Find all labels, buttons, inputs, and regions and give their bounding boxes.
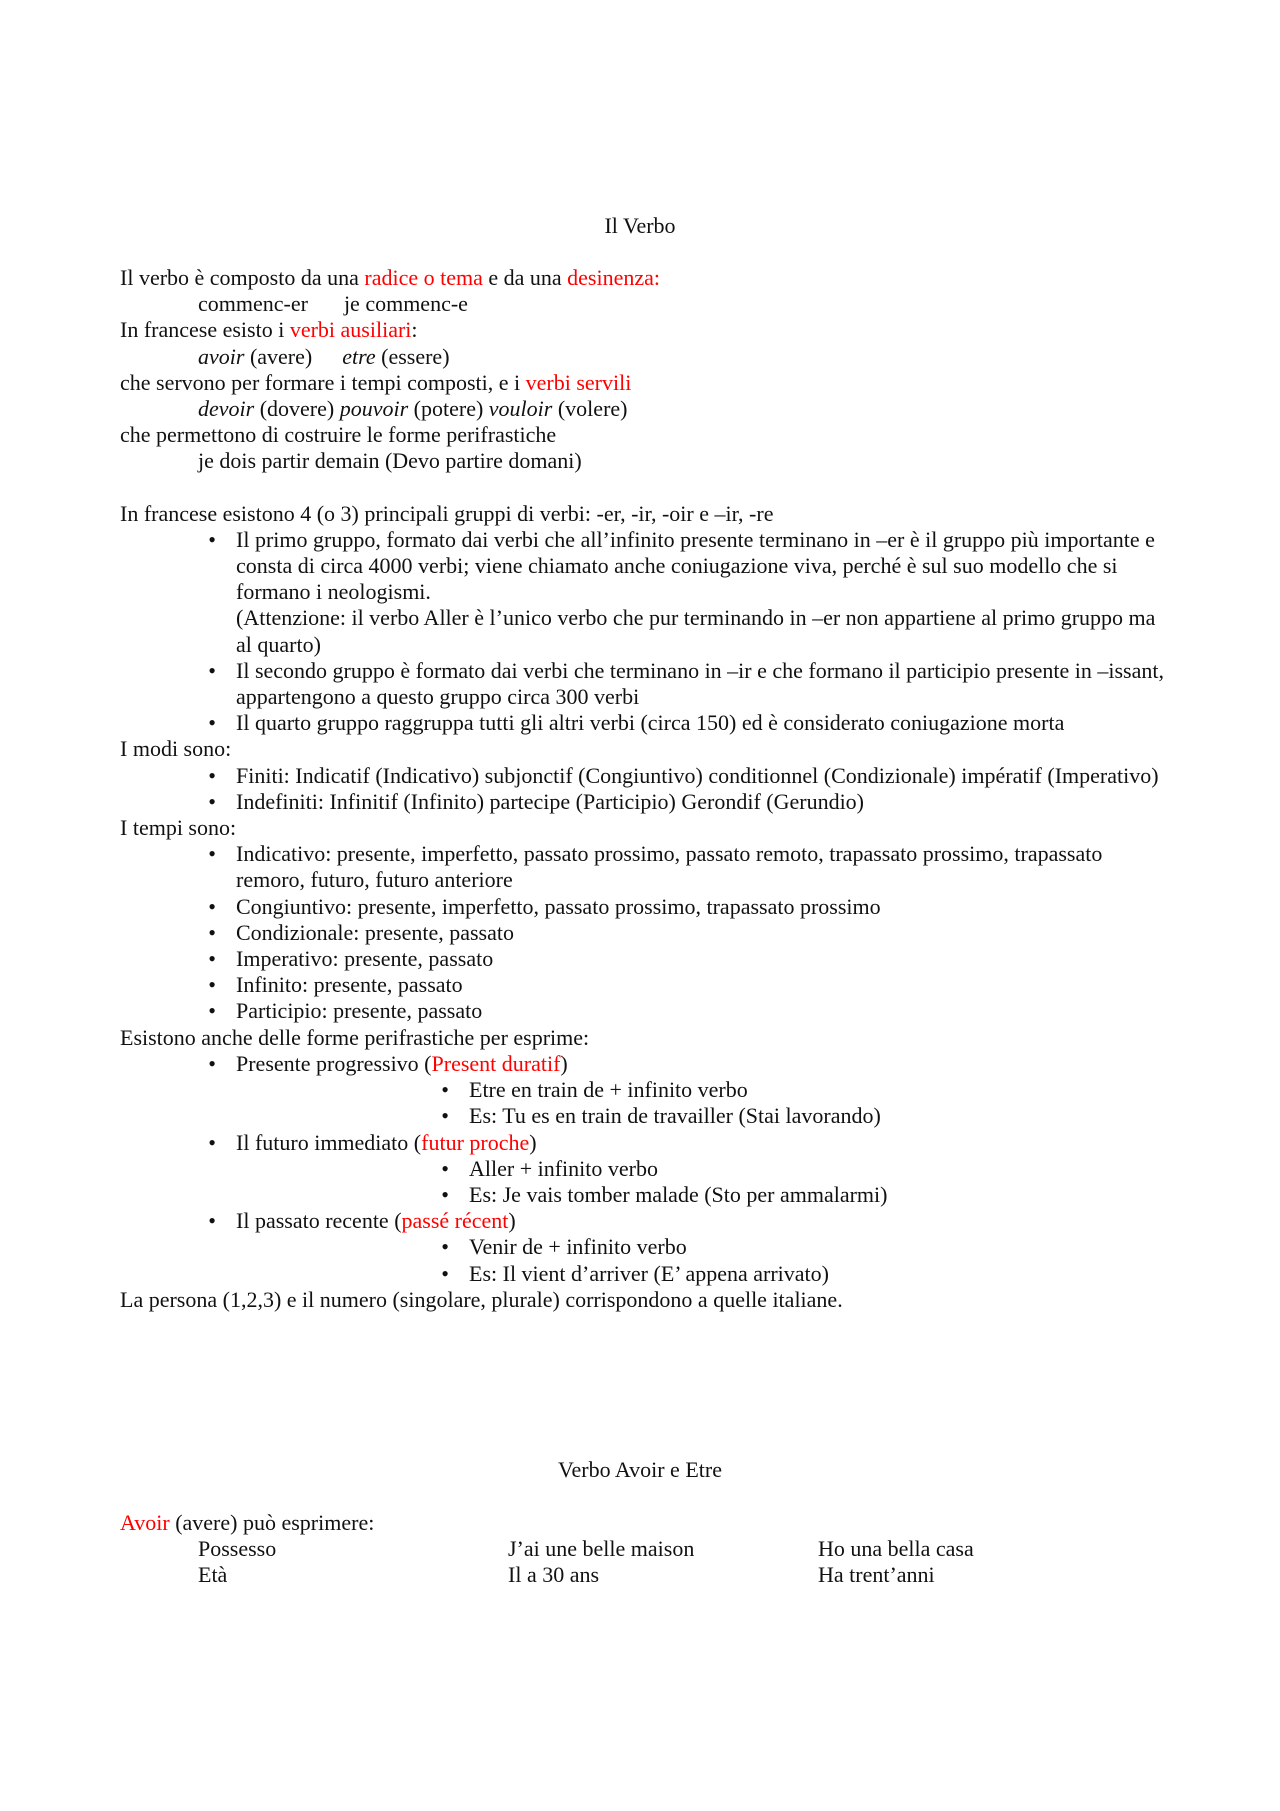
highlight-radice: radice o tema <box>364 265 483 290</box>
list-item: • Il passato recente (passé récent) <box>208 1208 516 1234</box>
list-item: • Il quarto gruppo raggruppa tutti gli altri verbi (circa 150) ed è considerato coniugazione morta <box>208 710 1065 736</box>
section-title: Verbo Avoir e Etre <box>558 1457 722 1482</box>
sub-list-item: • Es: Je vais tomber malade (Sto per ammalarmi) <box>441 1181 888 1207</box>
list-item: • Imperativo: presente, passato <box>208 946 494 972</box>
persona-line: La persona (1,2,3) e il numero (singolare, plurale) corrispondono a quelle italiane. <box>120 1286 843 1312</box>
highlight-futur-proche: futur proche <box>421 1129 530 1155</box>
list-item: • Finiti: Indicatif (Indicativo) subjonctif (Congiuntivo) conditionnel (Condizionale) impératif (Imperativo) <box>208 762 1159 788</box>
groups-intro: In francese esistono 4 (o 3) principali gruppi di verbi: -er, -ir, -oir e –ir, -re <box>120 500 774 526</box>
main-content <box>120 265 1170 1313</box>
list-item: • Indefiniti: Infinitif (Infinito) partecipe (Participio) Gerondif (Gerundio) <box>208 788 865 814</box>
highlight-present-duratif: Present duratif <box>431 1050 561 1076</box>
list-item: • Condizionale: presente, passato <box>208 919 514 945</box>
sub-list-item: • Es: Il vient d’arriver (E’ appena arrivato) <box>441 1260 829 1286</box>
intro-line-1: Il verbo è composto da una radice o tema e da una desinenza: <box>120 265 661 290</box>
highlight-servili: verbi servili <box>525 369 632 395</box>
list-item: • Participio: presente, passato <box>208 998 483 1024</box>
list-item: • Indicativo: presente, imperfetto, passato prossimo, passato remoto, trapassato prossimo, trapassato remoro, futuro, futuro anteriore <box>208 841 1103 893</box>
avoir-intro: Avoir (avere) può esprimere: <box>120 1510 375 1535</box>
sub-list-item: • Etre en train de + infinito verbo <box>441 1077 748 1103</box>
sub-list-item: • Venir de + infinito verbo <box>441 1234 687 1260</box>
list-item: • Congiuntivo: presente, imperfetto, passato prossimo, trapassato prossimo <box>208 893 881 919</box>
tempi-intro: I tempi sono: <box>120 815 237 841</box>
modi-intro: I modi sono: <box>120 736 232 762</box>
list-item: • Il futuro immediato (futur proche) <box>208 1129 537 1155</box>
groups-note: (Attenzione: il verbo Aller è l’unico verbo che pur terminando in –er non appartiene al primo gruppo ma al quarto) <box>236 605 1156 657</box>
avoir-section <box>120 1510 1170 1589</box>
intro-line-4: che permettono di costruire le forme perifrastiche <box>120 422 557 448</box>
intro-line-3: che servono per formare i tempi composti, e i verbi servili <box>120 369 632 395</box>
example-line-1: commenc-er je commenc-e <box>198 291 468 317</box>
highlight-desinenza: desinenza: <box>567 265 661 290</box>
example-line-2: avoir (avere) etre (essere) <box>198 343 450 369</box>
perif-intro: Esistono anche delle forme perifrastiche per esprime: <box>120 1024 590 1050</box>
sub-list-item: • Aller + infinito verbo <box>441 1155 658 1181</box>
page-title: Il Verbo <box>604 213 676 238</box>
example-line-4: je dois partir demain (Devo partire domani) <box>198 448 582 474</box>
highlight-avoir: Avoir <box>120 1510 170 1535</box>
list-item: • Il secondo gruppo è formato dai verbi che terminano in –ir e che formano il participio presente in –issant, appartengono a questo gruppo circa 300 verbi <box>208 657 1164 710</box>
table-row: Possesso J’ai une belle maison Ho una bella casa <box>198 1536 974 1562</box>
sub-list-item: • Es: Tu es en train de travailler (Stai lavorando) <box>441 1103 881 1129</box>
table-row: Età Il a 30 ans Ha trent’anni <box>198 1562 935 1588</box>
intro-line-2: In francese esisto i verbi ausiliari: <box>120 317 418 343</box>
example-line-3: devoir (dovere) pouvoir (potere) vouloir (volere) <box>198 396 628 422</box>
highlight-passe-recent: passé récent <box>401 1208 509 1234</box>
highlight-ausiliari: verbi ausiliari <box>289 317 412 343</box>
list-item: • Il primo gruppo, formato dai verbi che all’infinito presente terminano in –er è il gruppo più importante e consta di circa 4000 verbi; viene chiamato anche coniugazione viva, perché è sul suo modello che si formano i neologismi. (Attenzione: il verbo Aller è l’unico verbo che pur terminando in –er non appartiene al primo gruppo ma al quarto) <box>208 526 1156 657</box>
list-item: • Infinito: presente, passato <box>208 972 463 998</box>
list-item: • Presente progressivo (Present duratif) <box>208 1050 568 1076</box>
